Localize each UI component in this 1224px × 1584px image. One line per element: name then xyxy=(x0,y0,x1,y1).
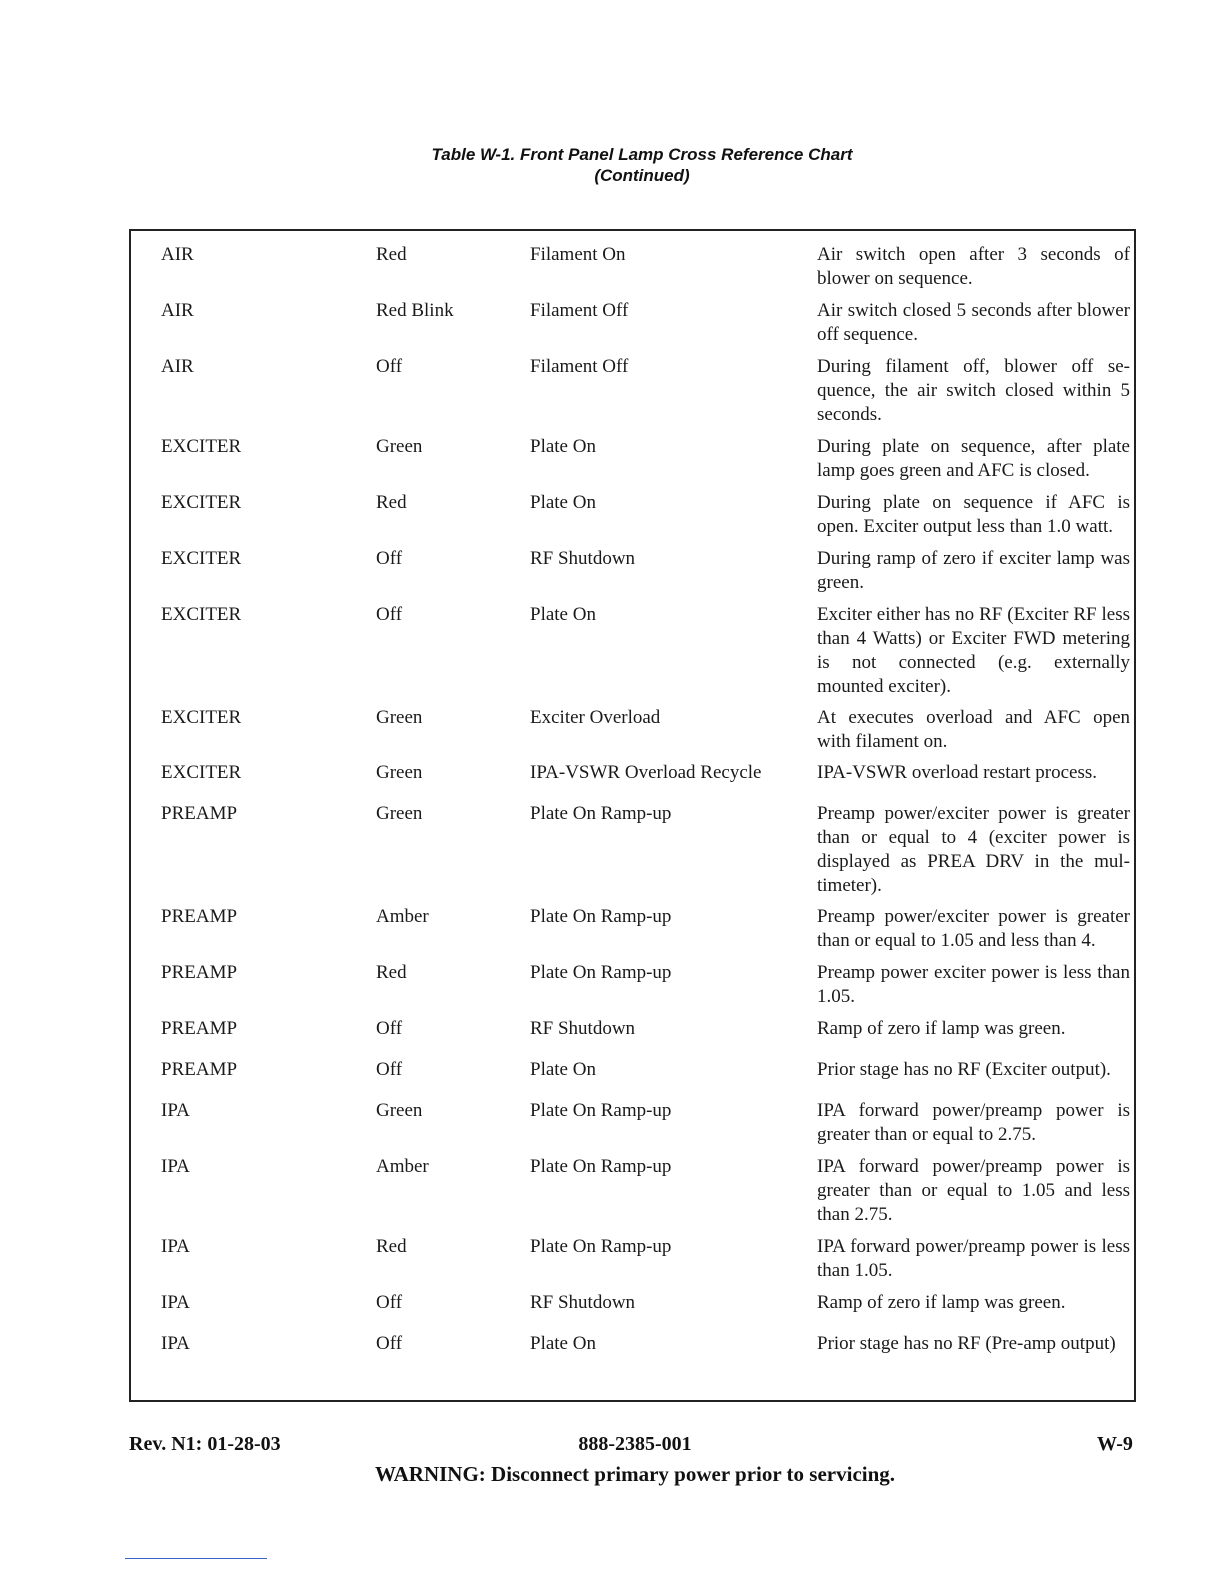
description-cell: Preamp power exciter power is less than 1.05. xyxy=(817,962,1130,1007)
color-cell: Amber xyxy=(376,906,429,927)
condition-cell: Plate On xyxy=(530,1059,596,1080)
description-cell: At executes overload and AFC open with filament on. xyxy=(817,707,1130,752)
lamp-cross-reference-table xyxy=(129,229,1136,1402)
color-cell: Off xyxy=(376,356,403,377)
lamp-cell: EXCITER xyxy=(161,707,242,728)
warning-text: WARNING: Disconnect primary power prior to servicing. xyxy=(374,1462,896,1486)
color-cell: Green xyxy=(376,762,423,783)
condition-cell: Filament Off xyxy=(530,300,629,321)
color-cell: Green xyxy=(376,707,423,728)
color-cell: Off xyxy=(376,1018,403,1039)
description-cell: During ramp of zero if exciter lamp was green. xyxy=(817,548,1130,593)
color-cell: Red xyxy=(376,962,407,983)
revision-label: Rev. N1: 01-28-03 xyxy=(129,1433,281,1455)
color-cell: Red xyxy=(376,492,407,513)
color-cell: Amber xyxy=(376,1156,429,1177)
condition-cell: Plate On Ramp-up xyxy=(530,1156,672,1177)
color-cell: Off xyxy=(376,1333,403,1354)
lamp-cell: IPA xyxy=(161,1292,190,1313)
lamp-cell: AIR xyxy=(161,356,194,377)
document-number: 888-2385-001 xyxy=(578,1433,692,1455)
description-cell: IPA forward power/preamp power is greater than or equal to 2.75. xyxy=(817,1100,1130,1145)
lamp-cell: PREAMP xyxy=(161,1018,238,1039)
condition-cell: Plate On Ramp-up xyxy=(530,1100,672,1121)
description-cell: Exciter either has no RF (Exciter RF less than 4 Watts) or Exciter FWD metering is not connected (e.g. externally mounted exciter). xyxy=(817,604,1130,697)
condition-cell: Plate On xyxy=(530,1333,596,1354)
lamp-cell: IPA xyxy=(161,1333,190,1354)
lamp-cell: IPA xyxy=(161,1100,190,1121)
color-cell: Off xyxy=(376,548,403,569)
table-caption xyxy=(0,144,1224,186)
condition-cell: Plate On xyxy=(530,604,596,625)
lamp-cell: AIR xyxy=(161,244,194,265)
condition-cell: Plate On Ramp-up xyxy=(530,906,672,927)
color-cell: Red xyxy=(376,1236,407,1257)
condition-cell: Plate On Ramp-up xyxy=(530,803,672,824)
condition-cell: Filament On xyxy=(530,244,626,265)
lamp-cell: EXCITER xyxy=(161,762,242,783)
condition-cell: Plate On Ramp-up xyxy=(530,962,672,983)
condition-cell: RF Shutdown xyxy=(530,1018,636,1039)
bottom-rule xyxy=(125,1558,267,1559)
color-cell: Green xyxy=(376,1100,423,1121)
description-cell: During filament off, blower off sequence, the air switch closed within 5 seconds. xyxy=(817,356,1130,425)
lamp-cell: IPA xyxy=(161,1156,190,1177)
description-cell: Prior stage has no RF (Pre-amp output) xyxy=(817,1333,1116,1354)
condition-cell: Exciter Overload xyxy=(530,707,661,728)
condition-cell: Filament Off xyxy=(530,356,629,377)
lamp-cell: AIR xyxy=(161,300,194,321)
lamp-cell: PREAMP xyxy=(161,962,238,983)
lamp-cell: PREAMP xyxy=(161,803,238,824)
color-cell: Green xyxy=(376,436,423,457)
color-cell: Red xyxy=(376,244,407,265)
table-caption-continued: (Continued) xyxy=(594,166,690,185)
lamp-cell: EXCITER xyxy=(161,548,242,569)
description-cell: During plate on sequence, after plate lamp goes green and AFC is closed. xyxy=(817,436,1130,481)
lamp-cell: PREAMP xyxy=(161,906,238,927)
lamp-cell: EXCITER xyxy=(161,492,242,513)
color-cell: Off xyxy=(376,1292,403,1313)
color-cell: Green xyxy=(376,803,423,824)
description-cell: Ramp of zero if lamp was green. xyxy=(817,1292,1066,1313)
description-cell: Air switch closed 5 seconds after blower off sequence. xyxy=(817,300,1130,345)
condition-cell: RF Shutdown xyxy=(530,548,636,569)
lamp-cell: PREAMP xyxy=(161,1059,238,1080)
description-cell: During plate on sequence if AFC is open. Exciter output less than 1.0 watt. xyxy=(817,492,1130,537)
table-caption-title: Table W-1. Front Panel Lamp Cross Reference Chart xyxy=(431,145,853,164)
color-cell: Off xyxy=(376,1059,403,1080)
description-cell: Prior stage has no RF (Exciter output). xyxy=(817,1059,1111,1080)
condition-cell: Plate On Ramp-up xyxy=(530,1236,672,1257)
condition-cell: Plate On xyxy=(530,436,596,457)
lamp-cell: EXCITER xyxy=(161,436,242,457)
description-cell: Air switch open after 3 seconds of blower on sequence. xyxy=(817,244,1130,289)
page-number: W-9 xyxy=(1097,1433,1133,1455)
lamp-cell: EXCITER xyxy=(161,604,242,625)
color-cell: Red Blink xyxy=(376,300,454,321)
condition-cell: RF Shutdown xyxy=(530,1292,636,1313)
color-cell: Off xyxy=(376,604,403,625)
condition-cell: Plate On xyxy=(530,492,596,513)
description-cell: IPA-VSWR overload restart process. xyxy=(817,762,1098,783)
condition-cell: IPA-VSWR Overload Recycle xyxy=(530,762,762,783)
description-cell: IPA forward power/preamp power is less than 1.05. xyxy=(817,1236,1130,1281)
lamp-cell: IPA xyxy=(161,1236,190,1257)
description-cell: Preamp power/exciter power is greater than or equal to 1.05 and less than 4. xyxy=(817,906,1130,951)
description-cell: Preamp power/exciter power is greater than or equal to 4 (exciter power is displayed as PREA DRV in the multimeter). xyxy=(817,803,1130,896)
description-cell: IPA forward power/preamp power is greater than or equal to 1.05 and less than 2.75. xyxy=(817,1156,1130,1225)
description-cell: Ramp of zero if lamp was green. xyxy=(817,1018,1066,1039)
